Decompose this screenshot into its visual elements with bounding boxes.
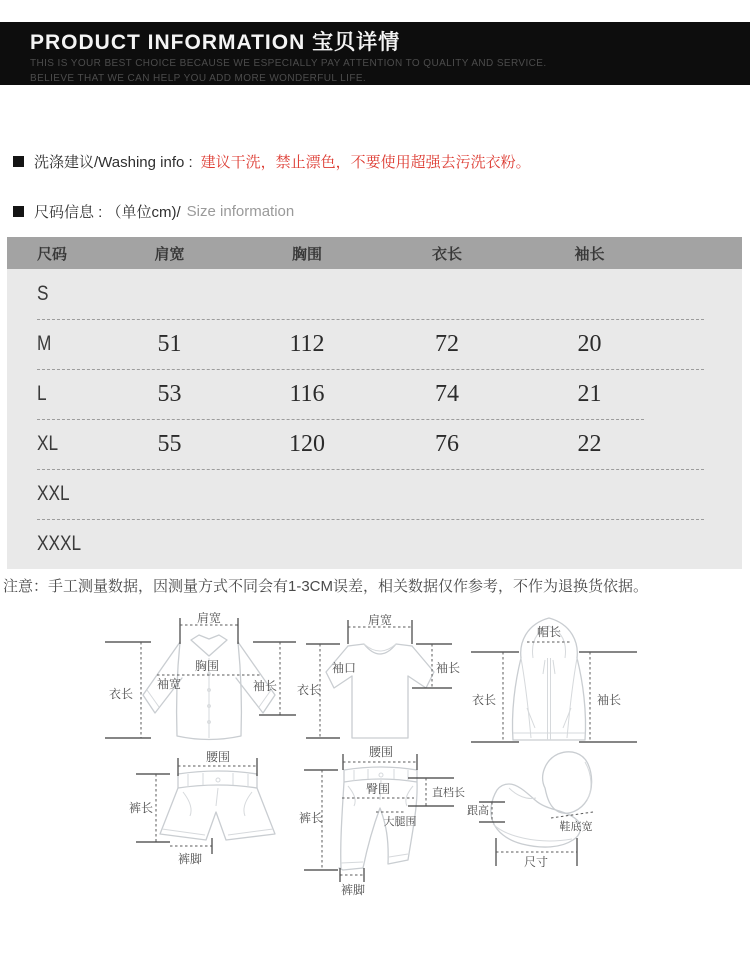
size-table bbox=[7, 237, 742, 569]
shorts-length-label: 裤长 bbox=[128, 801, 154, 815]
column-header-sleeve: 袖长 bbox=[574, 245, 605, 263]
banner-subtitle-line2: BELIEVE THAT WE CAN HELP YOU ADD MORE WONDERFUL LIFE. bbox=[30, 73, 367, 84]
column-header-length: 衣长 bbox=[431, 245, 462, 263]
column-header-size: 尺码 bbox=[37, 245, 68, 263]
size-table-header bbox=[7, 237, 742, 269]
tshirt-cuff-label: 袖口 bbox=[331, 661, 357, 675]
banner-title: PRODUCT INFORMATION 宝贝详情 bbox=[30, 31, 401, 54]
cell-sleeve: 22 bbox=[577, 430, 602, 457]
shirt-shoulder-label: 肩宽 bbox=[196, 612, 222, 625]
size-label: S bbox=[37, 282, 49, 305]
pants-measure-diagram bbox=[296, 744, 474, 906]
measurement-note: 注意：手工测量数据，因测量方式不同会有1-3CM误差，相关数据仅作参考，不作为退换货依据。 bbox=[3, 578, 649, 595]
cell-shoulder: 55 bbox=[157, 430, 182, 457]
hoodie-measure-diagram bbox=[457, 612, 645, 752]
cell-shoulder: 53 bbox=[157, 380, 182, 407]
cell-length: 72 bbox=[435, 330, 459, 357]
cell-sleeve: 21 bbox=[577, 380, 602, 407]
size-info-label-en: Size information bbox=[186, 203, 295, 220]
shirt-length-label: 衣长 bbox=[108, 687, 134, 701]
washing-value: 建议干洗，禁止漂色，不要使用超强去污洗衣粉。 bbox=[200, 154, 531, 171]
tshirt-measure-diagram bbox=[296, 614, 464, 754]
size-label: M bbox=[37, 332, 52, 355]
column-header-shoulder: 肩宽 bbox=[154, 245, 185, 263]
shorts-waist-label: 腰围 bbox=[205, 750, 231, 764]
shirt-measure-diagram bbox=[93, 612, 298, 752]
size-info-label: 尺码信息 : （单位cm)/ bbox=[34, 204, 181, 221]
cell-chest: 120 bbox=[289, 430, 325, 457]
shoes-size-label: 尺寸 bbox=[523, 855, 549, 869]
size-label: XL bbox=[37, 432, 59, 455]
pants-waist-label: 腰围 bbox=[368, 745, 394, 759]
shorts-hem-label: 裤脚 bbox=[177, 852, 203, 866]
pants-hem-label: 裤脚 bbox=[340, 883, 366, 897]
pants-thigh-label: 大腿围 bbox=[383, 816, 417, 828]
table-row bbox=[7, 419, 742, 469]
washing-label: 洗涤建议/Washing info : bbox=[34, 154, 193, 171]
shorts-measure-diagram bbox=[126, 750, 301, 892]
shoes-heel-label: 跟高 bbox=[467, 805, 489, 817]
cell-length: 74 bbox=[435, 380, 459, 407]
size-label: XXL bbox=[37, 482, 70, 505]
shirt-sleeve-width-label: 袖宽 bbox=[156, 677, 182, 691]
shoes-sole-width-label: 鞋底宽 bbox=[559, 821, 593, 833]
size-info-line bbox=[13, 201, 294, 222]
tshirt-shoulder-label: 肩宽 bbox=[367, 614, 393, 627]
banner bbox=[0, 22, 750, 85]
cell-chest: 116 bbox=[289, 380, 325, 407]
pants-hip-label: 臀围 bbox=[365, 782, 391, 796]
table-row bbox=[7, 319, 742, 369]
size-label: XXXL bbox=[37, 532, 82, 555]
pants-length-label: 裤长 bbox=[298, 811, 324, 825]
cell-shoulder: 51 bbox=[157, 330, 182, 357]
shirt-chest-label: 胸围 bbox=[194, 659, 220, 673]
banner-subtitle-line1: THIS IS YOUR BEST CHOICE BECAUSE WE ESPECIALLY PAY ATTENTION TO QUALITY AND SERVICE. bbox=[30, 58, 547, 69]
size-label: L bbox=[37, 382, 47, 405]
column-header-chest: 胸围 bbox=[291, 245, 322, 263]
tshirt-length-label: 衣长 bbox=[297, 683, 322, 697]
shoes-measure-diagram bbox=[465, 748, 640, 896]
cell-length: 76 bbox=[435, 430, 459, 457]
square-bullet-icon bbox=[13, 206, 24, 217]
tshirt-sleeve-length-label: 袖长 bbox=[436, 661, 461, 675]
shirt-sleeve-length-label: 袖长 bbox=[252, 679, 278, 693]
hoodie-length-label: 衣长 bbox=[471, 693, 497, 707]
table-row bbox=[7, 269, 742, 319]
hoodie-hood-label: 帽长 bbox=[536, 625, 562, 639]
square-bullet-icon bbox=[13, 156, 24, 167]
size-table-body bbox=[7, 269, 742, 569]
cell-sleeve: 20 bbox=[577, 330, 602, 357]
table-row bbox=[7, 369, 742, 419]
washing-info-line bbox=[13, 151, 531, 172]
hoodie-sleeve-length-label: 袖长 bbox=[597, 693, 622, 707]
table-row bbox=[7, 469, 742, 519]
table-row bbox=[7, 519, 742, 569]
pants-rise-label: 直档长 bbox=[432, 787, 465, 799]
cell-chest: 112 bbox=[289, 330, 325, 357]
